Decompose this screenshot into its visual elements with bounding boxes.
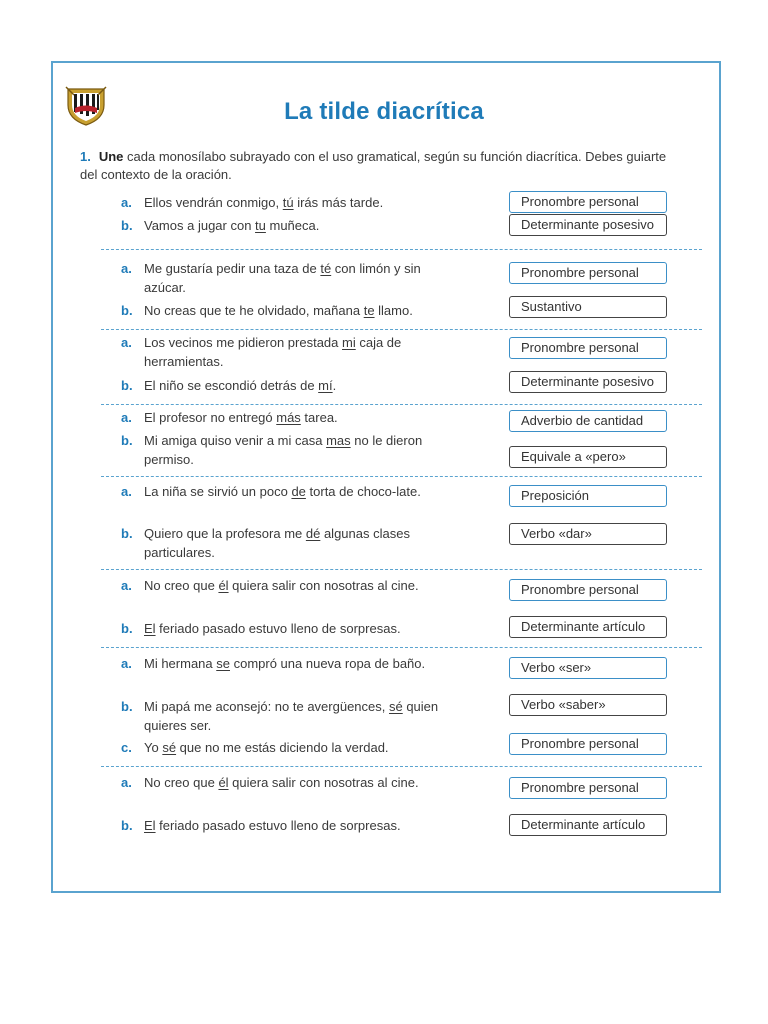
underlined-monosyllable: El — [144, 621, 156, 636]
item-label: a. — [121, 410, 132, 425]
group-divider — [101, 404, 702, 405]
item-sentence: El feriado pasado estuvo lleno de sorpresas. — [144, 621, 401, 636]
item-sentence: El niño se escondió detrás de mí. — [144, 378, 337, 393]
item-sentence: La niña se sirvió un poco de torta de choco-late. — [144, 484, 421, 499]
instruction-verb: Une — [98, 149, 124, 164]
underlined-monosyllable: mí — [318, 378, 333, 393]
underlined-monosyllable: tu — [255, 218, 266, 233]
exercise-item-5-b — [121, 524, 441, 562]
underlined-monosyllable: él — [218, 775, 229, 790]
exercise-item-5-a — [121, 482, 441, 501]
item-label: a. — [121, 656, 132, 671]
exercise-item-8-b — [121, 816, 561, 835]
exercise-item-3-b — [121, 376, 561, 395]
exercise-item-4-b — [121, 431, 441, 469]
exercise-item-3-a — [121, 333, 441, 371]
answer-box[interactable]: Adverbio de cantidad — [509, 410, 667, 432]
answer-box[interactable]: Determinante artículo — [509, 616, 667, 638]
item-sentence: El profesor no entregó más tarea. — [144, 410, 338, 425]
answer-box[interactable]: Sustantivo — [509, 296, 667, 318]
answer-box[interactable]: Determinante posesivo — [509, 214, 667, 236]
item-sentence: Mi amiga quiso venir a mi casa mas no le dieron permiso. — [144, 433, 423, 467]
answer-box[interactable]: Preposición — [509, 485, 667, 507]
answer-box[interactable]: Pronombre personal — [509, 777, 667, 799]
item-sentence: El feriado pasado estuvo lleno de sorpresas. — [144, 818, 401, 833]
item-sentence: No creas que te he olvidado, mañana te llamo. — [144, 303, 413, 318]
item-label: a. — [121, 578, 132, 593]
underlined-monosyllable: mi — [342, 335, 356, 350]
item-label: a. — [121, 335, 132, 350]
group-divider — [101, 569, 702, 570]
item-label: b. — [121, 621, 133, 636]
item-label: b. — [121, 526, 133, 541]
item-sentence: Mi hermana se compró una nueva ropa de baño. — [144, 656, 426, 671]
item-sentence: Vamos a jugar con tu muñeca. — [144, 218, 320, 233]
group-divider — [101, 249, 702, 250]
group-divider — [101, 476, 702, 477]
item-label: a. — [121, 484, 132, 499]
item-sentence: Me gustaría pedir una taza de té con limón y sin azúcar. — [144, 261, 421, 295]
underlined-monosyllable: sé — [162, 740, 177, 755]
underlined-monosyllable: El — [144, 818, 156, 833]
underlined-monosyllable: mas — [326, 433, 351, 448]
item-label: b. — [121, 433, 133, 448]
underlined-monosyllable: dé — [305, 526, 321, 541]
group-divider — [101, 329, 702, 330]
exercise-item-6-b — [121, 619, 561, 638]
page-title: La tilde diacrítica — [284, 98, 484, 125]
underlined-monosyllable: té — [320, 261, 332, 276]
answer-box[interactable]: Verbo «dar» — [509, 523, 667, 545]
instruction-text: cada monosílabo subrayado con el uso gramatical, según su función diacrítica. Debes guiarte del contexto de la oración. — [80, 149, 667, 182]
underlined-monosyllable: más — [276, 410, 301, 425]
answer-box[interactable]: Pronombre personal — [509, 262, 667, 284]
item-label: b. — [121, 699, 133, 714]
item-label: b. — [121, 218, 133, 233]
answer-box[interactable]: Pronombre personal — [509, 579, 667, 601]
answer-box[interactable]: Equivale a «pero» — [509, 446, 667, 468]
exercise-item-4-a — [121, 408, 561, 427]
item-sentence: Los vecinos me pidieron prestada mi caja de herramientas. — [144, 335, 402, 369]
item-sentence: No creo que él quiera salir con nosotras al cine. — [144, 775, 419, 790]
item-label: b. — [121, 378, 133, 393]
item-sentence: Quiero que la profesora me dé algunas clases particulares. — [144, 526, 410, 560]
item-label: a. — [121, 261, 132, 276]
exercise-item-6-a — [121, 576, 441, 595]
underlined-monosyllable: de — [291, 484, 306, 499]
exercise-item-8-a — [121, 773, 441, 792]
item-label: b. — [121, 303, 133, 318]
underlined-monosyllable: te — [363, 303, 375, 318]
item-sentence: No creo que él quiera salir con nosotras al cine. — [144, 578, 419, 593]
exercise-item-1-a — [121, 193, 561, 212]
item-sentence: Yo sé que no me estás diciendo la verdad. — [144, 740, 389, 755]
exercise-item-7-b — [121, 697, 441, 735]
exercise-item-1-b — [121, 216, 561, 235]
group-divider — [101, 766, 702, 767]
underlined-monosyllable: sé — [388, 699, 403, 714]
answer-box[interactable]: Verbo «ser» — [509, 657, 667, 679]
underlined-monosyllable: él — [218, 578, 229, 593]
answer-box[interactable]: Determinante posesivo — [509, 371, 667, 393]
item-label: a. — [121, 195, 132, 210]
exercise-item-2-a — [121, 259, 441, 297]
answer-box[interactable]: Verbo «saber» — [509, 694, 667, 716]
exercise-item-2-b — [121, 301, 561, 320]
answer-box[interactable]: Pronombre personal — [509, 191, 667, 213]
answer-box[interactable]: Pronombre personal — [509, 733, 667, 755]
underlined-monosyllable: tú — [282, 195, 294, 210]
answer-box[interactable]: Determinante artículo — [509, 814, 667, 836]
item-label: a. — [121, 775, 132, 790]
item-sentence: Ellos vendrán conmigo, tú irás más tarde. — [144, 195, 384, 210]
item-label: c. — [121, 740, 132, 755]
answer-box[interactable]: Pronombre personal — [509, 337, 667, 359]
exercise-item-7-a — [121, 654, 441, 673]
group-divider — [101, 647, 702, 648]
exercise-item-7-c — [121, 738, 561, 757]
underlined-monosyllable: se — [216, 656, 230, 671]
item-sentence: Mi papá me aconsejó: no te avergüences, sé quien quieres ser. — [144, 699, 439, 733]
exercise-number: 1. — [80, 149, 91, 164]
item-label: b. — [121, 818, 133, 833]
